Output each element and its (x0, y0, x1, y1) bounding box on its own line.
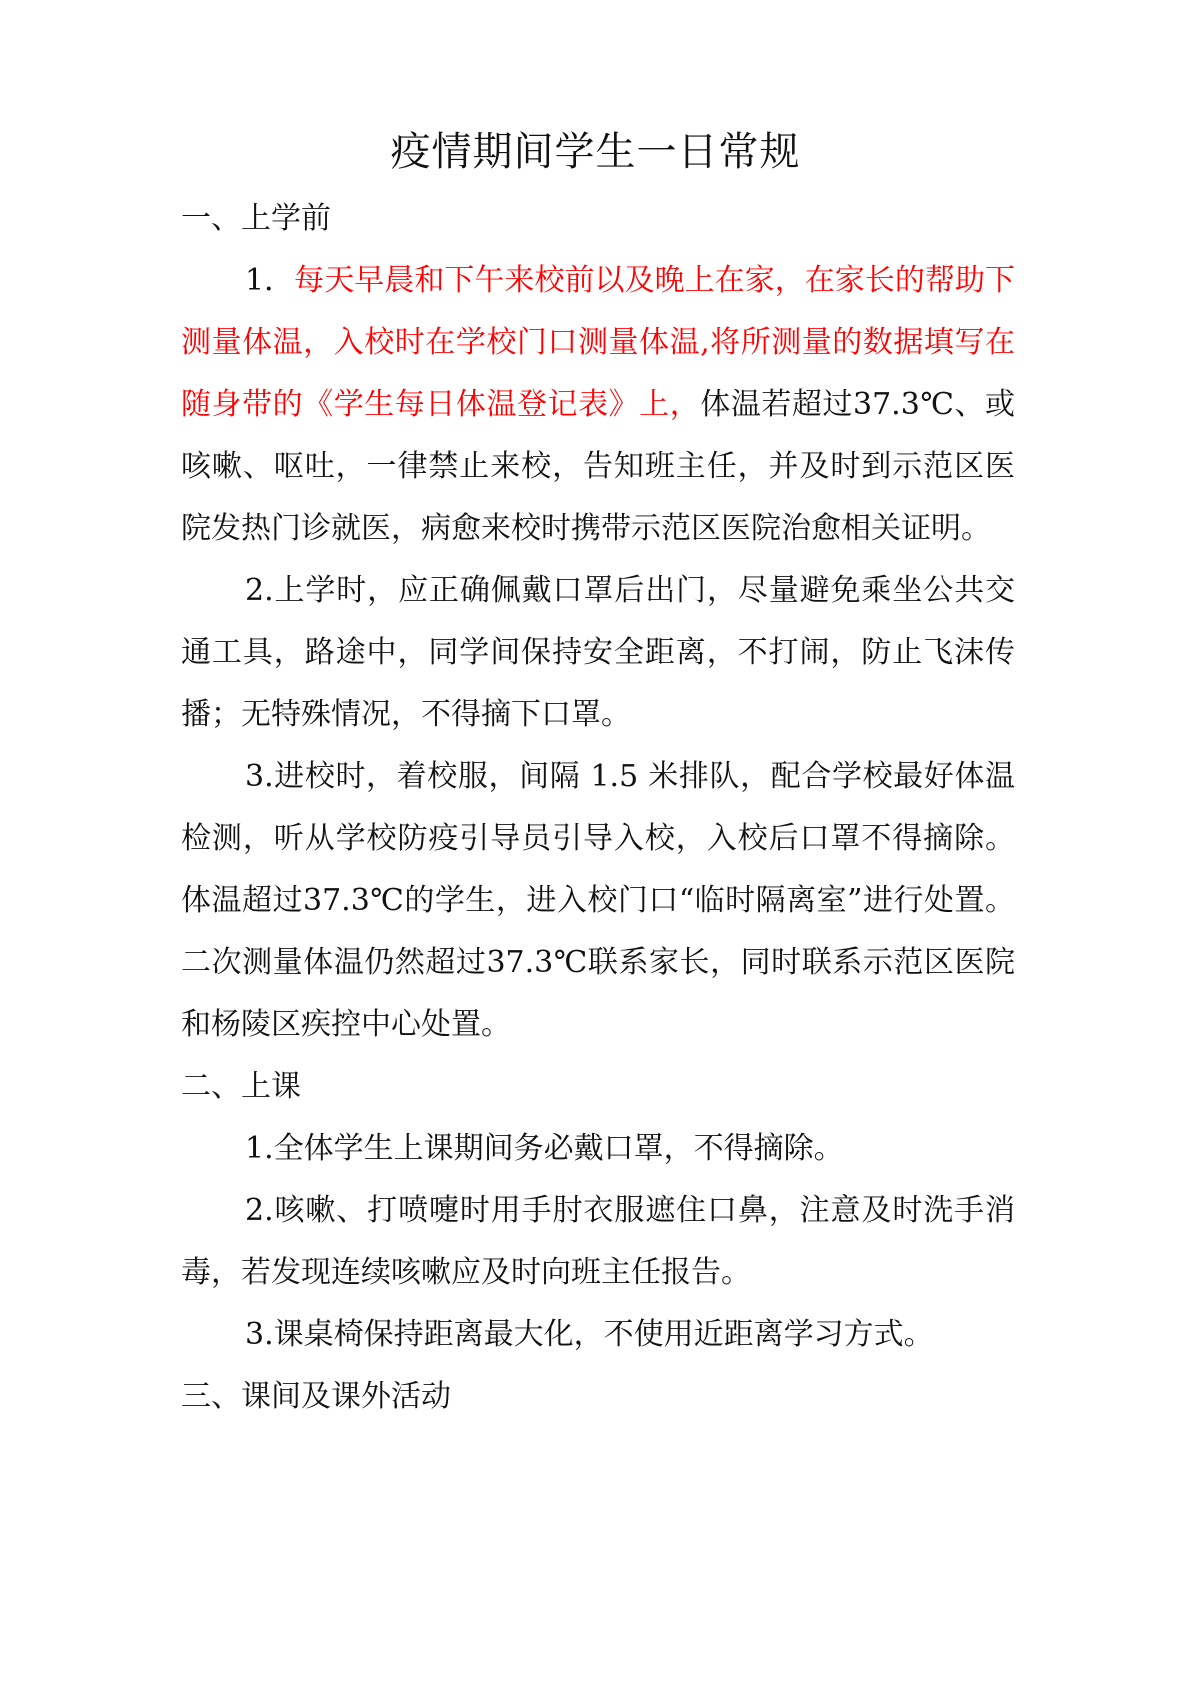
paragraph-item (181, 250, 1015, 560)
paragraph-item: 1.全体学生上课期间务必戴口罩，不得摘除。 (245, 1131, 844, 1166)
section-heading: 一、上学前 (181, 201, 331, 236)
document-body (181, 188, 1015, 1428)
item-text: 体温若超过37.3℃、或咳嗽、呕吐，一律禁止来校，告知班主任，并及时到示范区医院发热门诊就医，病愈来校时携带示范区医院治愈相关证明。 (181, 387, 1016, 546)
item-number: 1． (245, 263, 295, 298)
paragraph-item: 3.进校时，着校服，间隔 1.5 米排队，配合学校最好体温检测，听从学校防疫引导员引导入校，入校后口罩不得摘除。体温超过37.3℃的学生，进入校门口“临时隔离室”进行处置。二次测量体温仍然超过37.3℃联系家长，同时联系示范区医院和杨陵区疾控中心处置。 (181, 759, 1015, 1042)
paragraph-item: 2.咳嗽、打喷嚏时用手肘衣服遮住口鼻，注意及时洗手消毒，若发现连续咳嗽应及时向班主任报告。 (181, 1193, 1015, 1290)
section-heading: 三、课间及课外活动 (181, 1379, 451, 1414)
highlighted-text: 每天早晨和下午来校前以及晚上在家，在家长的帮助下测量体温，入校时在学校门口测量体温,将所测量的数据填写在随身带的《学生每日体温登记表》上， (181, 263, 1016, 422)
section-heading: 二、上课 (181, 1069, 301, 1104)
document-title: 疫情期间学生一日常规 (390, 129, 801, 175)
paragraph-item: 2.上学时，应正确佩戴口罩后出门，尽量避免乘坐公共交通工具，路途中，同学间保持安全距离，不打闹，防止飞沫传播；无特殊情况，不得摘下口罩。 (181, 573, 1015, 732)
paragraph-item: 3.课桌椅保持距离最大化，不使用近距离学习方式。 (245, 1317, 934, 1352)
